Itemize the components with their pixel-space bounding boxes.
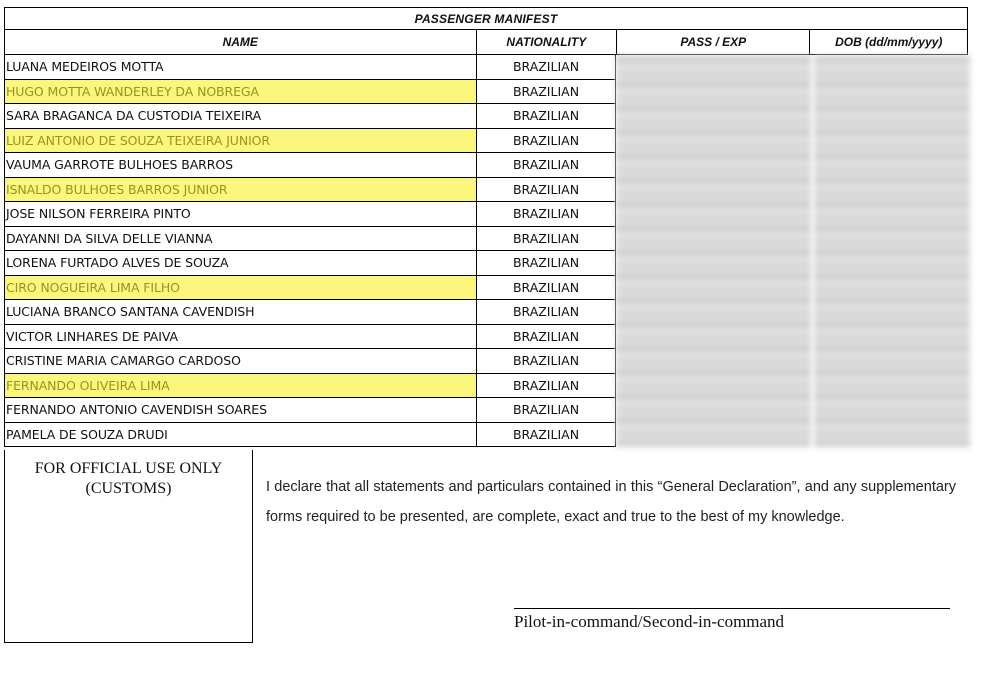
- declaration-text: I declare that all statements and particulars contained in this “General Declaration”, and any supplementary forms required to be presented, are complete, exact and true to the best of my knowledge.: [266, 479, 956, 525]
- passenger-name: DAYANNI DA SILVA DELLE VIANNA: [4, 227, 476, 252]
- passenger-nationality: BRAZILIAN: [476, 104, 616, 129]
- table-header: [4, 29, 968, 55]
- column-header-dob: DOB (dd/mm/yyyy): [835, 35, 943, 49]
- redacted-pass-exp-column: [616, 55, 811, 447]
- passenger-name: JOSE NILSON FERREIRA PINTO: [4, 202, 476, 227]
- passenger-manifest-table: [4, 7, 968, 447]
- manifest-title: PASSENGER MANIFEST: [4, 7, 968, 29]
- passenger-name: LORENA FURTADO ALVES DE SOUZA: [4, 251, 476, 276]
- passenger-nationality: BRAZILIAN: [476, 202, 616, 227]
- passenger-nationality: BRAZILIAN: [476, 153, 616, 178]
- column-header-pass-exp: PASS / EXP: [617, 30, 810, 54]
- passenger-nationality: BRAZILIAN: [476, 80, 616, 105]
- passenger-name: VAUMA GARROTE BULHOES BARROS: [4, 153, 476, 178]
- passenger-name: SARA BRAGANCA DA CUSTODIA TEIXEIRA: [4, 104, 476, 129]
- passenger-nationality: BRAZILIAN: [476, 398, 616, 423]
- passenger-name: CIRO NOGUEIRA LIMA FILHO: [4, 276, 476, 301]
- redacted-dob-column: [814, 55, 970, 447]
- passenger-nationality: BRAZILIAN: [476, 423, 616, 448]
- passenger-name: FERNANDO ANTONIO CAVENDISH SOARES: [4, 398, 476, 423]
- passenger-name: LUANA MEDEIROS MOTTA: [4, 55, 476, 80]
- passenger-nationality: BRAZILIAN: [476, 300, 616, 325]
- passenger-nationality: BRAZILIAN: [476, 251, 616, 276]
- passenger-name: VICTOR LINHARES DE PAIVA: [4, 325, 476, 350]
- column-header-nationality: NATIONALITY: [477, 30, 618, 54]
- passenger-name: HUGO MOTTA WANDERLEY DA NOBREGA: [4, 80, 476, 105]
- signature-line: [514, 608, 950, 609]
- passenger-nationality: BRAZILIAN: [476, 374, 616, 399]
- customs-official-use-box: [4, 450, 253, 643]
- passenger-name: LUCIANA BRANCO SANTANA CAVENDISH: [4, 300, 476, 325]
- passenger-nationality: BRAZILIAN: [476, 55, 616, 80]
- column-header-name: NAME: [5, 30, 477, 54]
- passenger-nationality: BRAZILIAN: [476, 349, 616, 374]
- passenger-name: FERNANDO OLIVEIRA LIMA: [4, 374, 476, 399]
- passenger-nationality: BRAZILIAN: [476, 129, 616, 154]
- passenger-nationality: BRAZILIAN: [476, 325, 616, 350]
- customs-label-line2: (CUSTOMS): [85, 480, 172, 497]
- passenger-name: LUIZ ANTONIO DE SOUZA TEIXEIRA JUNIOR: [4, 129, 476, 154]
- passenger-nationality: BRAZILIAN: [476, 276, 616, 301]
- customs-label-line1: FOR OFFICIAL USE ONLY: [34, 460, 223, 477]
- table-body: [4, 55, 968, 447]
- passenger-nationality: BRAZILIAN: [476, 227, 616, 252]
- signature-label: Pilot-in-command/Second-in-command: [514, 612, 785, 631]
- passenger-nationality: BRAZILIAN: [476, 178, 616, 203]
- passenger-name: PAMELA DE SOUZA DRUDI: [4, 423, 476, 448]
- passenger-name: ISNALDO BULHOES BARROS JUNIOR: [4, 178, 476, 203]
- passenger-name: CRISTINE MARIA CAMARGO CARDOSO: [4, 349, 476, 374]
